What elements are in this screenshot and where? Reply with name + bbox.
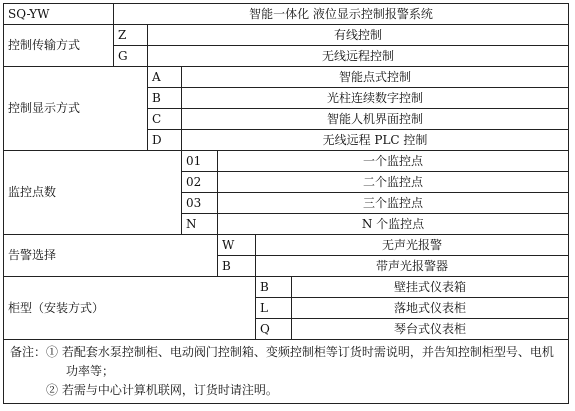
note-2: ② 若需与中心计算机联网，订货时请注明。 xyxy=(46,383,278,397)
option-code: 02 xyxy=(182,172,218,193)
note-1-text: ① 若配套水泵控制柜、电动阀门控制箱、变频控制柜等订货时需说明，并告知控制柜型号、电机 xyxy=(46,345,554,359)
option-value: 智能点式控制 xyxy=(182,67,569,88)
option-value: 二个监控点 xyxy=(218,172,569,193)
table-row xyxy=(4,151,569,172)
option-code: B xyxy=(256,277,292,298)
category-monitor-points: 监控点数 xyxy=(4,151,182,235)
option-code: N xyxy=(182,214,218,235)
option-code: G xyxy=(114,46,148,67)
category-display: 控制显示方式 xyxy=(4,67,148,151)
option-code: 03 xyxy=(182,193,218,214)
option-value: 壁挂式仪表箱 xyxy=(292,277,569,298)
option-value: 三个监控点 xyxy=(218,193,569,214)
option-value: 有线控制 xyxy=(148,25,569,46)
option-code: Q xyxy=(256,319,292,340)
option-code: Z xyxy=(114,25,148,46)
option-code: B xyxy=(218,256,256,277)
option-value: 无线远程控制 xyxy=(148,46,569,67)
option-code: A xyxy=(148,67,182,88)
option-value: 一个监控点 xyxy=(218,151,569,172)
option-value: 落地式仪表柜 xyxy=(292,298,569,319)
option-value: 智能人机界面控制 xyxy=(182,109,569,130)
system-title: 智能一体化 液位显示控制报警系统 xyxy=(114,4,569,25)
table-row xyxy=(4,235,569,256)
notes-label: 备注： xyxy=(10,345,47,359)
note-1-continued: 功率等； xyxy=(66,364,115,378)
option-code: C xyxy=(148,109,182,130)
note-1 xyxy=(10,343,562,362)
model-number: SQ-YW xyxy=(4,4,114,25)
option-value: 带声光报警器 xyxy=(256,256,569,277)
table-row xyxy=(4,277,569,298)
option-value: 琴台式仪表柜 xyxy=(292,319,569,340)
option-value: 无声光报警 xyxy=(256,235,569,256)
category-cabinet: 柜型（安装方式） xyxy=(4,277,256,340)
model-code-table xyxy=(3,3,569,340)
category-transmission: 控制传输方式 xyxy=(4,25,114,67)
table-row xyxy=(4,67,569,88)
option-value: 无线远程 PLC 控制 xyxy=(182,130,569,151)
header-row xyxy=(4,4,569,25)
option-value: 光柱连续数字控制 xyxy=(182,88,569,109)
option-value: N 个监控点 xyxy=(218,214,569,235)
option-code: D xyxy=(148,130,182,151)
notes-box xyxy=(3,340,569,404)
option-code: 01 xyxy=(182,151,218,172)
option-code: L xyxy=(256,298,292,319)
option-code: B xyxy=(148,88,182,109)
table-row xyxy=(4,25,569,46)
category-alarm: 告警选择 xyxy=(4,235,218,277)
option-code: W xyxy=(218,235,256,256)
